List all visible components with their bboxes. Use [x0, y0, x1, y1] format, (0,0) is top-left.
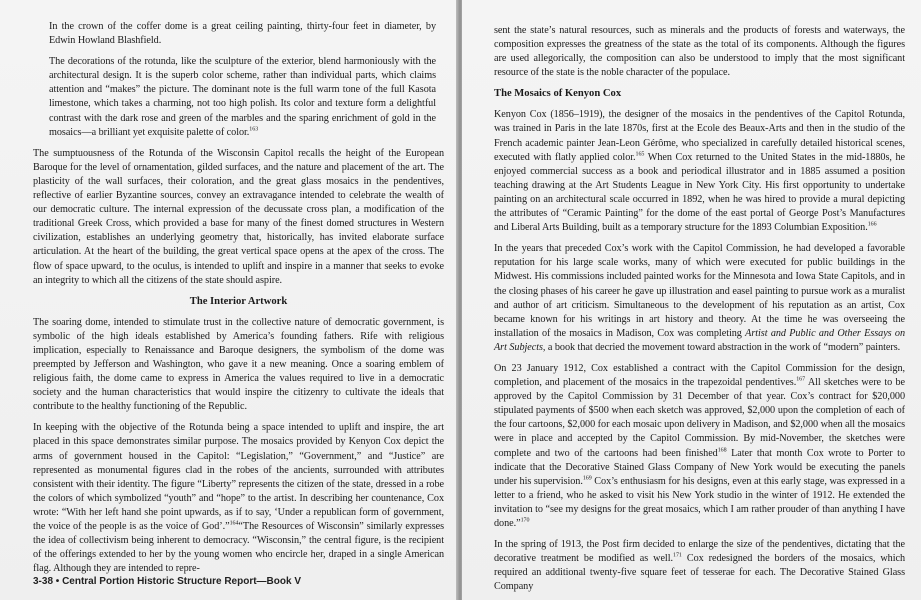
block-quote: In the crown of the coffer dome is a great ceiling painting, thirty-four feet in diameter, by Edwin Howland Blashfield.	[49, 21, 436, 47]
footnote-ref[interactable]: 165	[635, 151, 645, 158]
book-title: Artist and Public and Other Essays on Art Subjects,	[494, 327, 905, 353]
paragraph: In keeping with the objective of the Rotunda being a space intended to uplift and inspire, the art placed in this space demonstrates similar purpose. The mosaics provided by Kenyon Cox depict the arms of government housed in the Capitol: “Legislation,” “Government,” and “Justice” are represented as monumental figures clad in the robes of the ancients, surrounded with attributes consistent with their identity. The figure “Liberty” represents the citizen of the state, dressed in a robe the colors of which symbolized “youth” and “hope” to the artist. In describing her countenance, Cox wrote: “With her left hand she point upwards, as if to say, ‘Under a republican form of government, the voice of the people is as the voice of God’.”$^{164}$“The Resources of Wisconsin” similarly expresses the idea of collectivism being inherent to democracy. “Wisconsin,” the central figure, is the recipient of the offerings extended to her by the young women who encircle her, draped in a single American flag. Although they are intended to repre-	[33, 422, 444, 575]
page-footer: 3-38 • Central Portion Historic Structure Report—Book V	[33, 576, 301, 587]
footnote-ref[interactable]: 170	[520, 517, 530, 524]
block-quote: The decorations of the rotunda, like the sculpture of the exterior, blend harmoniously with the architectural design. It is the superb color scheme, rather than individual parts, which claims attention and “makes” the picture. The dominant note is the full warm tone of the full Kasota limestone, which takes a charming, not too high polish. Its color and texture form a delightful contrast with the dark rose and green of the marbles and the sparing enrichment of gold in the mosaics—a brilliant yet exquisite palette of color.$^{163}$	[49, 56, 436, 138]
paragraph: On 23 January 1912, Cox established a contract with the Capitol Commission for the design, completion, and placement of the mosaics in the trapezoidal pendentives.$^{167}$ All sketches were to be approved by the Capitol Commission by 31 December of that year. Cox’s contract for $20,000 stipulated payments of $500 when each sketch was approved, $2,000 upon the completion of each of the four cartoons, $2,000 for each mosaic upon delivery in Madison, and $2,000 when all the mosaics were in place and accepted by the Capitol Commission. By mid-November, the sketches were complete and two of the cartoons had been finished$^{168}$ Later that month Cox wrote to Porter to indicate that the Decorative Stained Glass Company of New York would be executing the panels under his supervision.$^{169}$ Cox’s enthusiasm for his designs, even at this early stage, was expressed in a letter to a friend, who he asked to visit his New York studio in the winter of 1912. He extended the invitation to “see my designs for the great mosaics, which I am rather prouder of than anything I have done.”$^{170}$	[494, 362, 905, 529]
paragraph: Kenyon Cox (1856–1919), the designer of the mosaics in the pendentives of the Capitol Rotunda, was trained in Paris in the late 1870s, first at the Ecole des Beaux-Arts and then in the studio of the French academic painter Jean-Leon Gérôme, who specialized in carefully detailed historical scenes, executed with flatly applied color.$^{165}$ When Cox returned to the United States in the mid-1880s, he enjoyed commercial success as a book and periodical illustrator and in 1885 assumed a position teaching drawing at the Art Students League in New York City. His first opportunity to undertake painting on an architectural scale occurred in 1892, when he was hired to provide a mural depicting the attributes of “Ceramic Painting” for the dome of the east portal of George Post’s Manufactures and Liberal Arts Building, built as a temporary structure for the 1893 Columbian Exposition.$^{166}$	[494, 109, 905, 234]
footnote-ref[interactable]: 163	[249, 126, 259, 133]
paragraph: The soaring dome, intended to stimulate trust in the collective nature of democratic government, is symbolic of the high ideals established by America’s founding fathers. Rife with religious implication, especially to Renaissance and Baroque designers, the symbolism of the dome was preempted by Jefferson and Washington, who gave it a new meaning. Once a soaring emblem of religious faith, the dome came to express in America the values required to live in a democratic society and the human characteristics that would inspire the citizenry to cultivate the ideals that contribute to the healthy functioning of the Republic.	[33, 316, 444, 413]
paragraph: The sumptuousness of the Rotunda of the Wisconsin Capitol recalls the height of the European Baroque for the level of ornamentation, gilded surfaces, and the nature and placement of the art. The plasticity of the wall surfaces, their coloration, and the great glass mosaics in the pendentives, reflective of earlier Byzantine sources, convey an extravagance intended to celebrate the wealth of our democratic culture. The internal expression of the decussate cross plan, a modification of the traditional Greek Cross, which provided a base for many of the finest domed structures in Western civilization, establishes an underlying geometry that, historically, has invited elaborate surface articulation. At the heart of the building, the great vertical space opens at the apex of the cross. The flow of space upward, to the oculus, is intended to uplift and inspire in a manner that seeks to evoke an integrity to which all the citizens of the state should aspire.	[33, 147, 444, 286]
left-page	[0, 0, 458, 600]
paragraph: In the spring of 1913, the Post firm decided to enlarge the size of the pendentives, dictating that the decorative treatment be modified as well.$^{171}$ Cox redesigned the borders of the mosaics, which required an additional twenty-five square feet of tesserae for each. The Decorative Stained Glass Company	[494, 539, 906, 593]
footnote-ref[interactable]: 167	[796, 376, 806, 383]
section-heading: The Interior Artwork	[189, 295, 288, 307]
footnote-ref[interactable]: 171	[673, 552, 682, 559]
paragraph: sent the state’s natural resources, such as minerals and the products of forests and waterways, the composition expresses the greatness of the state as the total of its components. Although the figures are used allegorically, the composition can also be understood to imply that the most significant resource of the state is the noble character of the populace.	[494, 25, 905, 79]
footnote-ref[interactable]: 164	[229, 520, 239, 527]
footnote-ref[interactable]: 169	[582, 475, 592, 482]
section-heading: The Mosaics of Kenyon Cox	[494, 88, 622, 100]
footnote-ref[interactable]: 166	[867, 221, 877, 228]
right-page	[462, 0, 921, 600]
footnote-ref[interactable]: 168	[717, 447, 727, 454]
paragraph: In the years that preceded Cox’s work with the Capitol Commission, he had developed a favorable reputation for his large scale works, many of which were executed for public buildings in the Midwest. His commissions included painted works for the Minnesota and Iowa State Capitols, and in the closing phases of his career he gave up illustration and easel painting to pursue work as a muralist and author of art criticism. Simultaneous to the development of his reputation as an artist, Cox became known for his writings in art history and theory. At the time he was overseeing the installation of the mosaics in Madison, Cox was completing Artist and Public and Other Essays on Art Subjects, a book that decried the movement toward abstraction in the work of “modern” painters.	[494, 243, 905, 353]
